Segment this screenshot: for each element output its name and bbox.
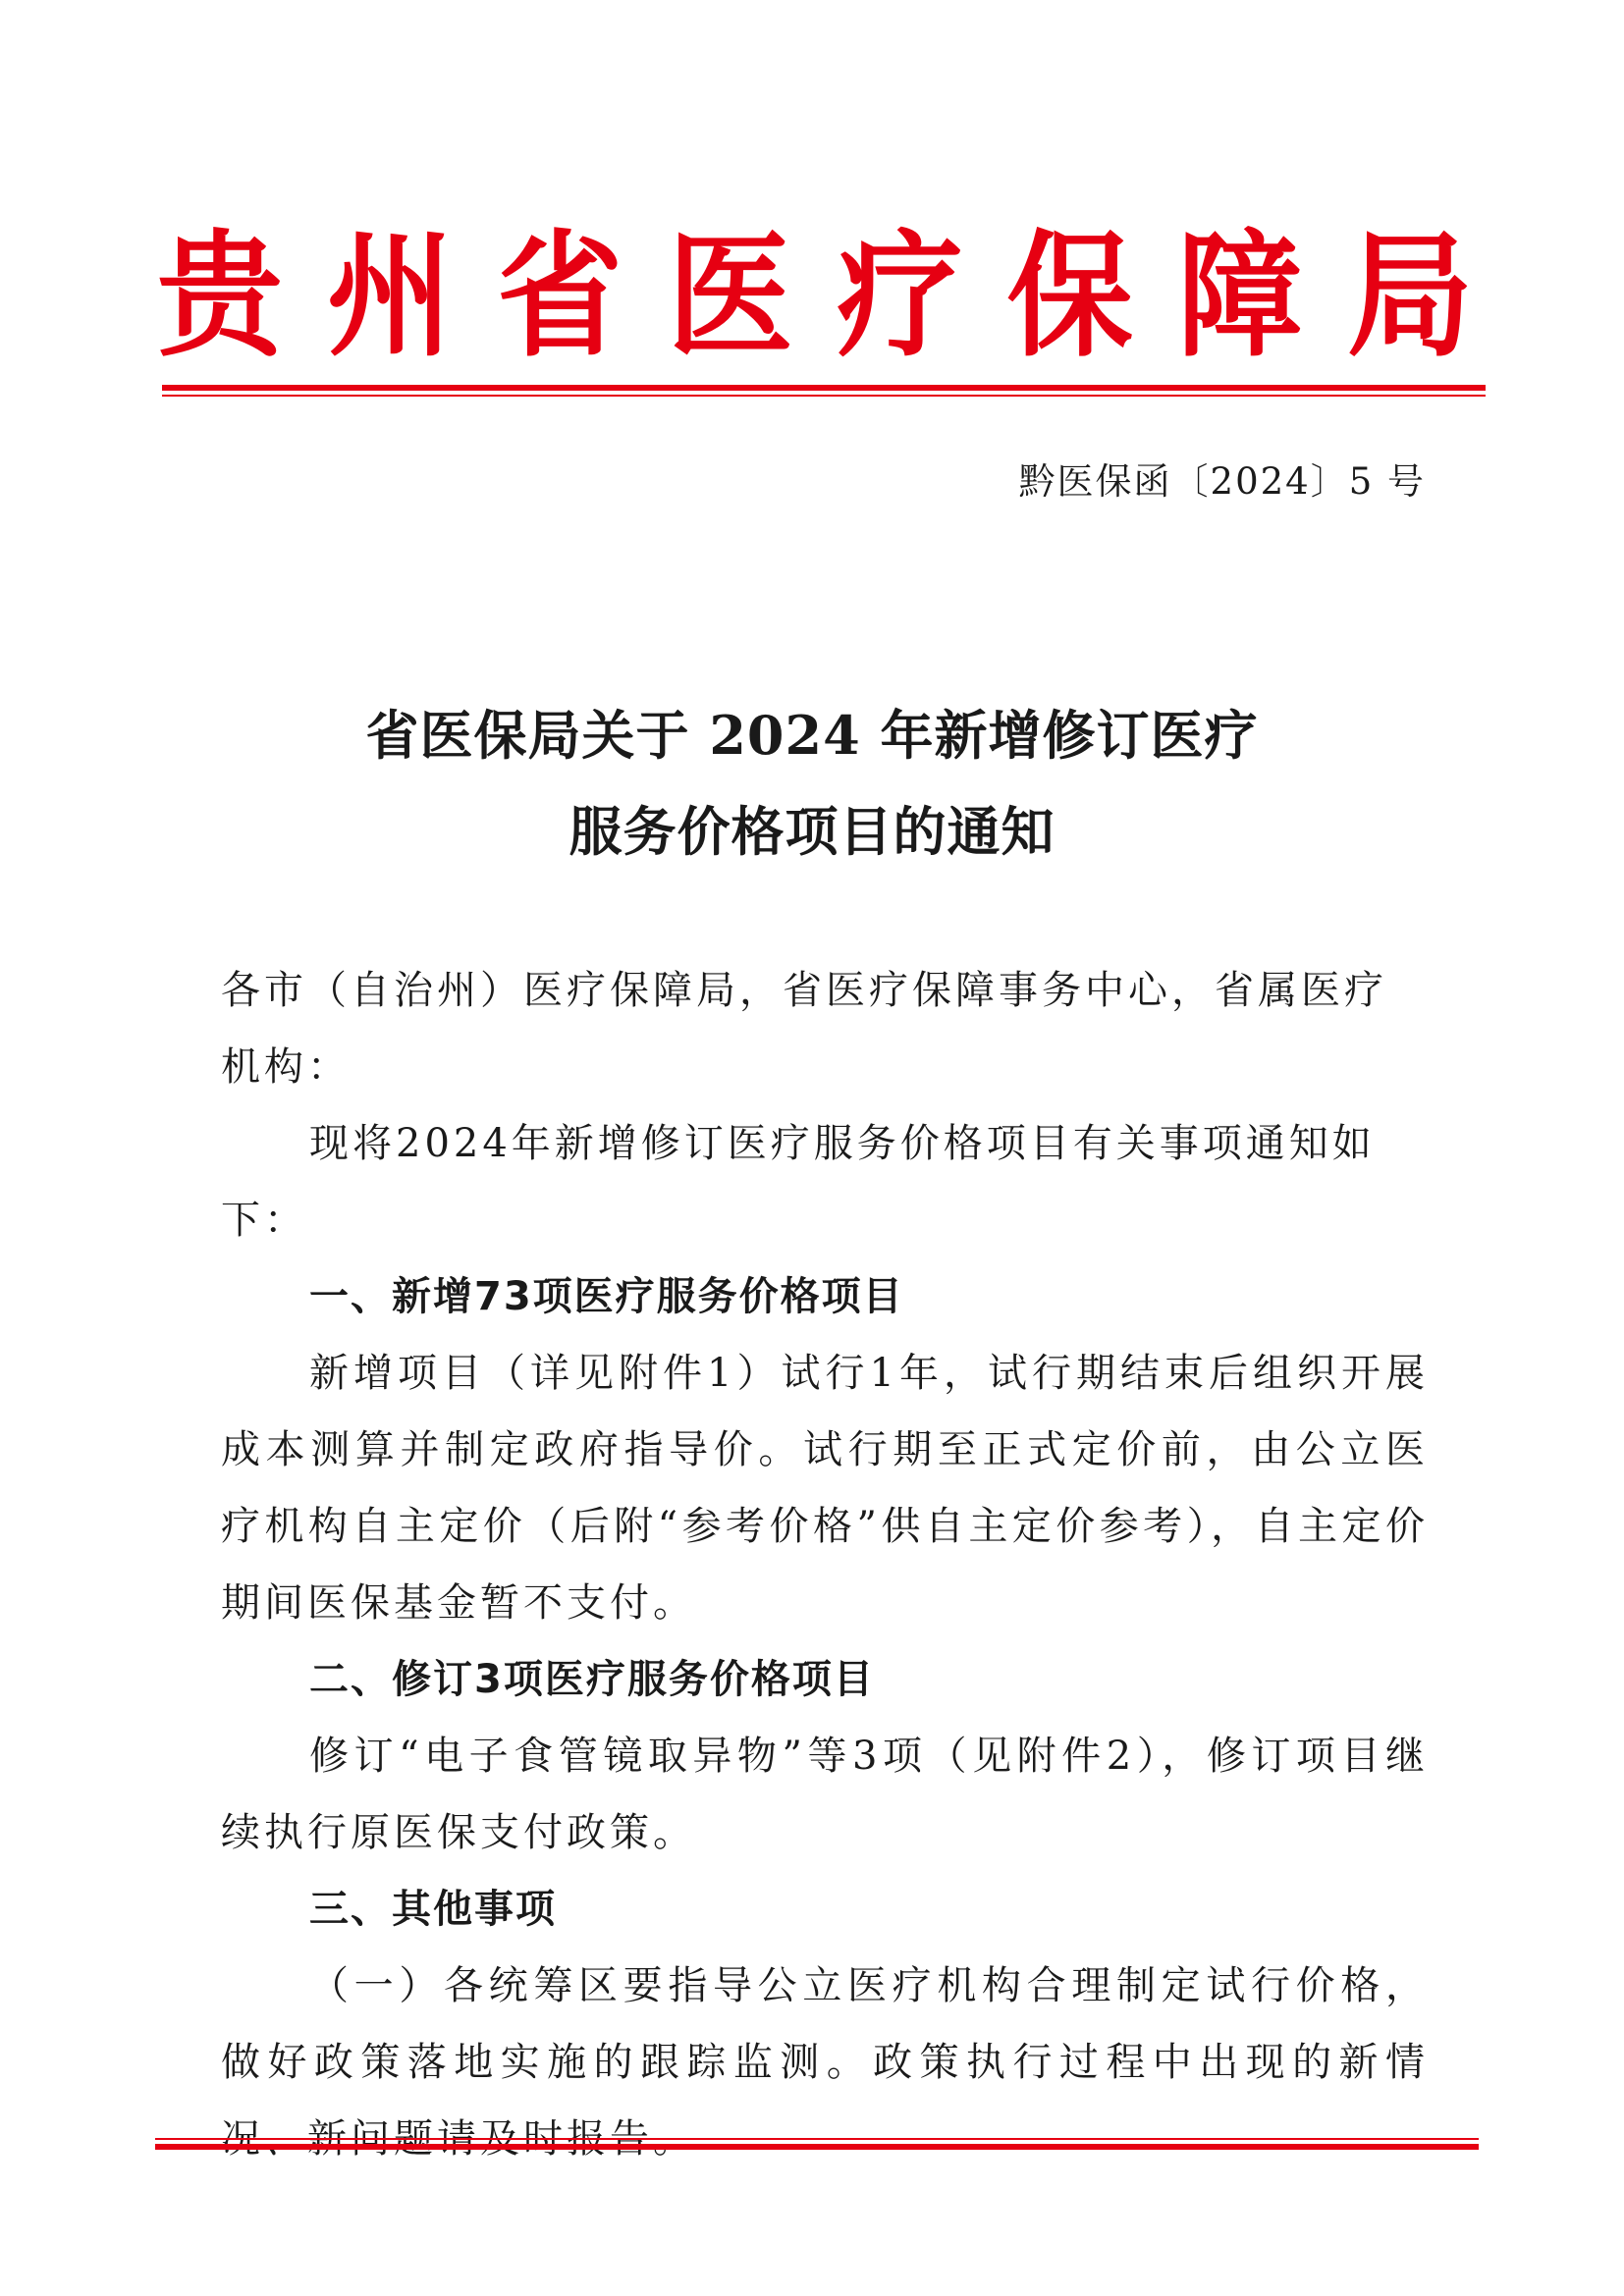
section-1-paragraph: 新增项目（详见附件1）试行1年，试行期结束后组织开展成本测算并制定政府指导价。试行期至正式定价前，由公立医疗机构自主定价（后附“参考价格”供自主定价参考），自主定价期间医保基金暂不支付。: [221, 1351, 1429, 1626]
masthead-divider: [162, 385, 1486, 397]
divider-thick-line: [155, 2144, 1479, 2150]
masthead-char: 贵: [157, 218, 284, 376]
divider-thin-line: [162, 395, 1486, 397]
intro-paragraph: 现将2024年新增修订医疗服务价格项目有关事项通知如下：: [221, 1121, 1376, 1243]
section-1-heading: 一、新增73项医疗服务价格项目: [309, 1274, 904, 1319]
section-2-heading: 二、修订3项医疗服务价格项目: [309, 1657, 875, 1702]
title-line-2: 服务价格项目的通知: [568, 800, 1056, 863]
masthead-char: 州: [327, 218, 454, 376]
salutation: 各市（自治州）医疗保障局，省医疗保障事务中心，省属医疗机构：: [221, 968, 1387, 1090]
section-2-paragraph: 修订“电子食管镜取异物”等3项（见附件2），修订项目继续执行原医保支付政策。: [221, 1734, 1429, 1855]
masthead-char: 局: [1346, 218, 1473, 376]
masthead-char: 医: [667, 218, 793, 376]
masthead-char: 省: [497, 218, 623, 376]
masthead-char: 疗: [837, 218, 963, 376]
masthead-char: 障: [1176, 218, 1303, 376]
divider-thick-line: [162, 385, 1486, 391]
masthead-char: 保: [1006, 218, 1133, 376]
document-body: [221, 952, 1429, 2177]
section-3-heading: 三、其他事项: [309, 1887, 557, 1932]
divider-thin-line: [155, 2138, 1479, 2140]
section-3-paragraph: （一）各统筹区要指导公立医疗机构合理制定试行价格，做好政策落地实施的跟踪监测。政策执行过程中出现的新情: [221, 1963, 1429, 2085]
document-title: [0, 687, 1624, 880]
document-number: 黔医保函〔2024〕5 号: [1018, 460, 1426, 503]
footer-divider: [155, 2138, 1479, 2150]
title-line-1: 省医保局关于 2024 年新增修订医疗: [365, 704, 1259, 767]
masthead-title: [157, 218, 1473, 377]
